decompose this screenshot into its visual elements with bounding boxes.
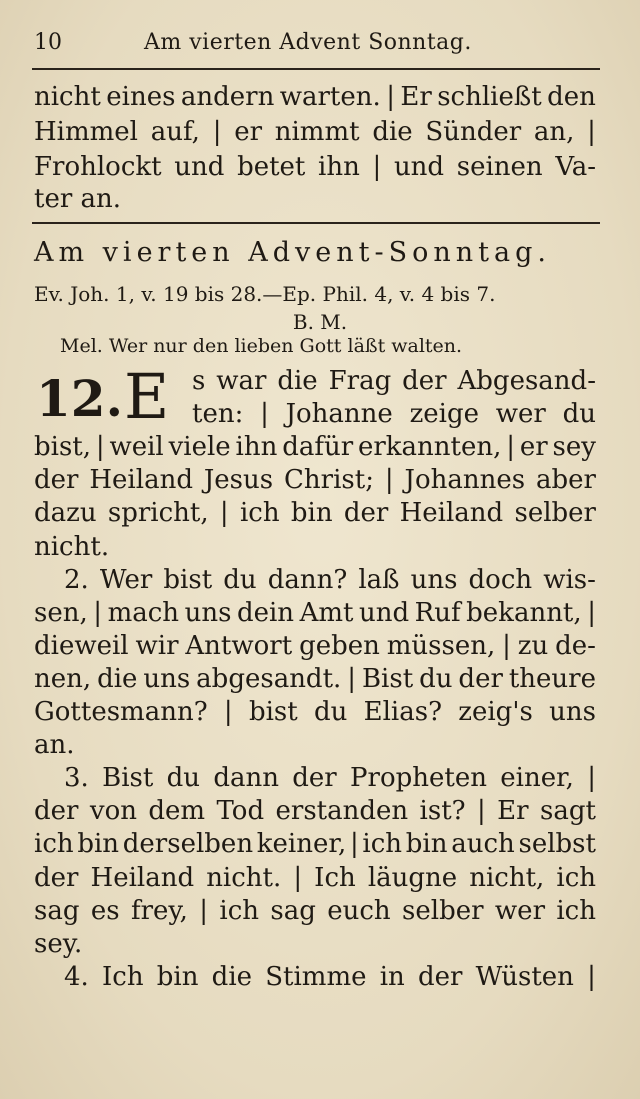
text-line: sey. [34,929,83,959]
text-line: sen, | mach uns dein Amt und Ruf bekannt, | [34,598,596,628]
text-line: ter an. [34,184,122,214]
section-title: Am vierten Advent-Sonntag. [34,237,551,268]
text-line: dieweil wir Antwort geben müssen, | zu de- [34,631,596,661]
running-title: Am vierten Advent Sonntag. [144,30,472,55]
text-line: bist, | weil viele ihn dafür erkannten, | er sey [34,432,596,462]
text-line: Frohlockt und betet ihn | und seinen Va- [34,152,596,182]
text-line: der Heiland nicht. | Ich läugne nicht, ich [34,863,596,893]
text-line: 2. Wer bist du dann? laß uns doch wis- [64,565,596,595]
text-line: nen, die uns abgesandt. | Bist du der theure [34,664,596,694]
text-line: der von dem Tod erstanden ist? | Er sagt [34,796,596,826]
text-line: ten: | Johanne zeige wer du [192,399,596,429]
melody-line: Mel. Wer nur den lieben Gott läßt walten. [60,335,463,357]
text-line: Gottesmann? | bist du Elias? zeig's uns [34,697,596,727]
section-rule [32,222,600,224]
text-line: Himmel auf, | er nimmt die Sünder an, | [34,117,596,147]
text-line: ich bin derselben keiner, | ich bin auch selbst [34,829,596,859]
text-line: der Heiland Jesus Christ; | Johannes aber [34,465,596,495]
text-line: nicht. [34,532,110,562]
text-line: an. [34,730,75,760]
text-line: dazu spricht, | ich bin der Heiland selber [34,498,596,528]
hymn-number: 12. [36,369,123,428]
scripture-reference: Ev. Joh. 1, v. 19 bis 28.—Ep. Phil. 4, v. 4 bis 7. [34,282,496,306]
text-line: nicht eines andern warten. | Er schließt den [34,82,596,112]
text-line: s war die Frag der Abgesand- [192,366,596,396]
abbreviation: B. M. [292,310,348,334]
header-rule [32,68,600,70]
text-line: 3. Bist du dann der Propheten einer, | [64,763,596,793]
drop-cap: E [124,360,170,433]
page-number: 10 [34,30,62,55]
page-header [34,26,600,66]
text-line: 4. Ich bin die Stimme in der Wüsten | [64,962,596,992]
text-line: sag es frey, | ich sag euch selber wer ich [34,896,596,926]
